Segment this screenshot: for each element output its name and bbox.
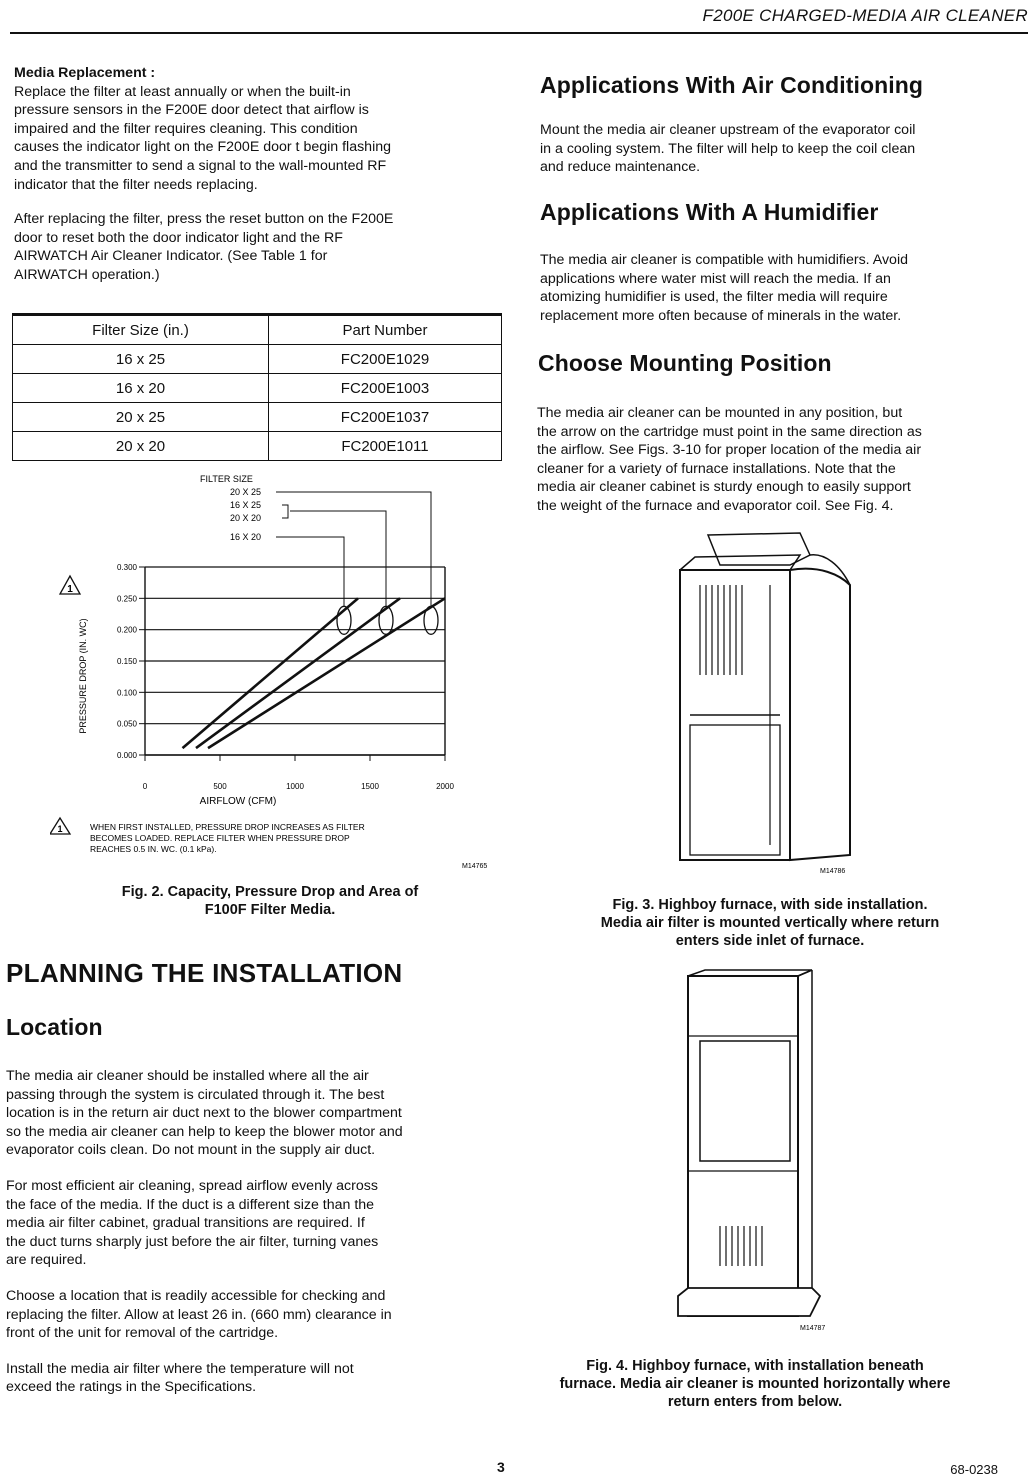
table-row	[13, 374, 502, 403]
paragraph-line: replacement more often because of minerals in the water.	[540, 307, 902, 324]
table-cell: FC200E1011	[269, 432, 502, 461]
humidifier-heading: Applications With A Humidifier	[540, 199, 879, 225]
paragraph-line: cleaner for a variety of furnace installations. Note that the	[537, 460, 896, 477]
table-cell: 20 x 25	[13, 403, 269, 432]
paragraph-line: the airflow. See Figs. 3-10 for proper location of the media air	[537, 442, 922, 459]
media-replacement-heading: Media Replacement :	[14, 65, 156, 81]
legend-bracket	[282, 505, 288, 518]
paragraph-line: replacing the filter. Allow at least 26 in. (660 mm) clearance in	[6, 1306, 392, 1323]
media-replacement-line: Replace the filter at least annually or when the built-in	[14, 83, 351, 100]
chart-axes	[117, 563, 454, 791]
x-tick-label: 1000	[286, 782, 304, 791]
document-number: 68-0238	[950, 1462, 998, 1477]
media-replacement-line: and the transmitter to send a signal to the wall-mounted RF	[14, 157, 387, 174]
y-tick-label: 0.000	[116, 751, 137, 760]
y-tick-label: 0.250	[116, 594, 137, 604]
x-tick-label: 500	[213, 782, 227, 791]
x-tick-label: 0	[142, 782, 148, 791]
paragraph-line: so the media air cleaner can help to keep the blower motor and	[6, 1123, 403, 1140]
table-header-cell: Filter Size (in.)	[13, 315, 269, 345]
section-title: PLANNING THE INSTALLATION	[6, 958, 403, 988]
paragraph-line: the arrow on the cartridge must point in the same direction as	[537, 423, 922, 440]
legend-title: FILTER SIZE	[200, 474, 253, 484]
x-axis-label: AIRFLOW (CFM)	[199, 796, 277, 807]
table-cell: 20 x 20	[13, 432, 269, 461]
paragraph-line: and reduce maintenance.	[540, 159, 701, 176]
table-cell: 16 x 20	[13, 374, 269, 403]
pressure-drop-chart	[50, 468, 510, 878]
location-heading: Location	[6, 1014, 103, 1040]
paragraph-line: Mount the media air cleaner upstream of the evaporator coil	[540, 122, 916, 138]
fig4-furnace-illustration	[660, 966, 860, 1346]
legend-leader-line	[290, 511, 386, 606]
x-tick-label: 2000	[436, 782, 454, 791]
x-tick-label: 1500	[361, 782, 379, 791]
media-replacement-section	[14, 64, 504, 285]
paragraph-line: the face of the media. If the duct is a different size than the	[6, 1196, 375, 1213]
chart-series	[183, 598, 446, 748]
paragraph-line: media air filter cabinet, gradual transitions are required. If	[6, 1215, 365, 1232]
paragraph-line: atomizing humidifier is used, the filter media will require	[540, 289, 888, 306]
paragraph-line: evaporator coils clean. Do not mount in the supply air duct.	[6, 1142, 376, 1159]
humidifier-text	[540, 251, 1020, 325]
paragraph-line: the weight of the furnace and evaporator coil. See Fig. 4.	[537, 497, 894, 514]
reset-line: After replacing the filter, press the reset button on the F200E	[14, 211, 394, 228]
paragraph-line: passing through the system is circulated through it. The best	[6, 1086, 385, 1103]
paragraph-line: location is in the return air duct next to the blower compartment	[6, 1105, 402, 1122]
chart-note-line: WHEN FIRST INSTALLED, PRESSURE DROP INCREASES AS FILTER	[90, 822, 365, 832]
fig2-caption	[60, 883, 480, 919]
ac-heading: Applications With Air Conditioning	[540, 72, 924, 98]
table-cell: FC200E1037	[269, 403, 502, 432]
caption-line: Fig. 4. Highboy furnace, with installation beneath	[586, 1358, 924, 1374]
table-header-row	[13, 315, 502, 345]
page-number: 3	[497, 1459, 505, 1475]
media-replacement-line: causes the indicator light on the F200E door t begin flashing	[14, 139, 392, 156]
fig3-caption	[540, 896, 1000, 950]
series-line	[196, 598, 400, 748]
figure-id: M14765	[462, 863, 488, 870]
caption-line: Fig. 2. Capacity, Pressure Drop and Area of	[121, 884, 419, 900]
legend-entry: 16 X 25	[230, 500, 262, 510]
reset-line: door to reset both the door indicator light and the RF	[14, 229, 343, 246]
caption-line: F100F Filter Media.	[204, 902, 336, 918]
filter-size-table	[12, 313, 502, 461]
figure-id: M14786	[820, 868, 846, 875]
y-tick-label: 0.200	[116, 625, 137, 635]
mounting-text	[537, 404, 1022, 516]
table-cell: FC200E1029	[269, 345, 502, 374]
table-cell: 16 x 25	[13, 345, 269, 374]
paragraph-line: front of the unit for removal of the cartridge.	[6, 1325, 279, 1342]
mounting-heading: Choose Mounting Position	[538, 350, 832, 376]
table-row	[13, 403, 502, 432]
legend-leader-line	[276, 537, 344, 606]
header-rule	[10, 32, 1028, 34]
legend-entry: 20 X 20	[230, 513, 262, 523]
warning-triangle-icon	[50, 818, 70, 834]
legend-leader-line	[276, 492, 431, 606]
location-text	[6, 1067, 506, 1397]
legend-entry: 20 X 25	[230, 487, 262, 497]
ac-text	[540, 121, 1020, 177]
caption-line: enters side inlet of furnace.	[675, 933, 865, 949]
chart-note-line: REACHES 0.5 IN. WC. (0.1 kPa).	[90, 844, 217, 854]
series-line	[183, 598, 359, 748]
chart-note-line: BECOMES LOADED. REPLACE FILTER WHEN PRESSURE DROP	[90, 833, 350, 843]
media-replacement-line: impaired and the filter requires cleaning. This condition	[14, 120, 358, 137]
y-axis-label: PRESSURE DROP (IN. WC)	[78, 618, 88, 734]
caption-line: furnace. Media air cleaner is mounted horizontally where	[559, 1376, 951, 1392]
warning-marker: 1	[57, 824, 63, 834]
table-row	[13, 345, 502, 374]
table-header-cell: Part Number	[269, 315, 502, 345]
media-replacement-line: pressure sensors in the F200E door detect that airflow is	[14, 102, 369, 119]
chart-grid	[145, 567, 445, 755]
table-row	[13, 432, 502, 461]
running-header: F200E CHARGED-MEDIA AIR CLEANER	[702, 6, 1028, 25]
media-replacement-line: indicator that the filter needs replacing.	[14, 176, 258, 193]
reset-line: AIRWATCH Air Cleaner Indicator. (See Table 1 for	[14, 248, 328, 265]
warning-triangle-icon	[60, 576, 80, 595]
reset-line: AIRWATCH operation.)	[14, 266, 160, 283]
y-tick-label: 0.100	[116, 688, 137, 698]
paragraph-line: The media air cleaner is compatible with humidifiers. Avoid	[540, 252, 908, 268]
figure-id: M14787	[800, 1325, 826, 1332]
caption-line: Media air filter is mounted vertically where return	[600, 915, 940, 931]
paragraph-line: Choose a location that is readily accessible for checking and	[6, 1287, 386, 1304]
table-cell: FC200E1003	[269, 374, 502, 403]
warning-marker: 1	[67, 584, 73, 595]
y-tick-label: 0.150	[116, 657, 137, 666]
caption-line: Fig. 3. Highboy furnace, with side installation.	[612, 897, 928, 913]
paragraph-line: in a cooling system. The filter will help to keep the coil clean	[540, 140, 916, 157]
paragraph-line: media air cleaner cabinet is sturdy enough to easily support	[537, 479, 911, 496]
y-tick-label: 0.050	[116, 719, 137, 729]
paragraph-line: the duct turns sharply just before the air filter, turning vanes	[6, 1233, 379, 1250]
fig4-caption	[505, 1357, 1005, 1411]
paragraph-line: The media air cleaner can be mounted in any position, but	[537, 405, 903, 421]
chart-legend	[276, 492, 431, 606]
y-tick-label: 0.300	[116, 563, 137, 572]
legend-entry: 16 X 20	[230, 532, 262, 542]
paragraph-line: applications where water mist will reach the media. If an	[540, 270, 891, 287]
paragraph-line: The media air cleaner should be installed where all the air	[6, 1068, 369, 1084]
series-line	[208, 598, 445, 748]
caption-line: return enters from below.	[667, 1394, 843, 1410]
paragraph-line: For most efficient air cleaning, spread airflow evenly across	[6, 1177, 378, 1194]
paragraph-line: exceed the ratings in the Specifications.	[6, 1379, 257, 1396]
paragraph-line: Install the media air filter where the temperature will not	[6, 1360, 354, 1377]
fig3-furnace-illustration	[660, 525, 860, 875]
paragraph-line: are required.	[6, 1252, 87, 1269]
